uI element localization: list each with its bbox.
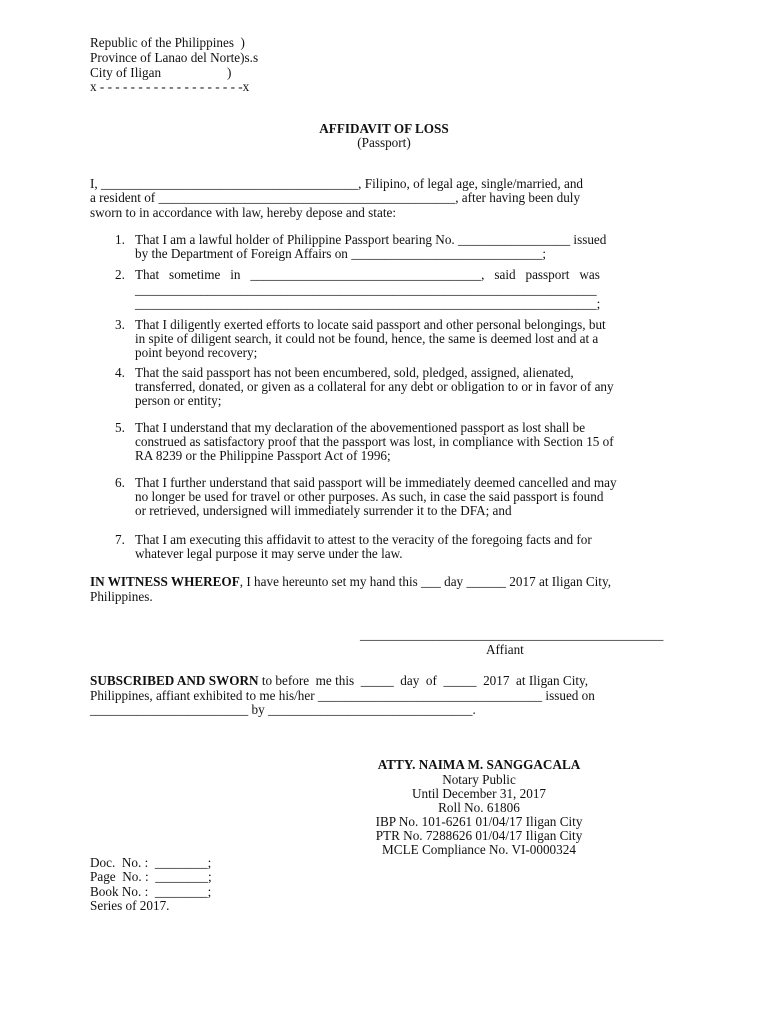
intro-line-1: I, _______________________________________, Filipino, of legal age, single/married, and <box>90 176 584 191</box>
item-5-line-3: RA 8239 or the Philippine Passport Act of 1996; <box>135 448 391 463</box>
item-number: 6. <box>115 475 125 490</box>
item-2-line-1: That sometime in ___________________________________, said passport was <box>135 267 600 282</box>
item-6-line-1: That I further understand that said passport will be immediately deemed cancelled and may <box>135 475 617 490</box>
jurat-line-2: Philippines, affiant exhibited to me his/her __________________________________ issued on <box>90 688 595 703</box>
affiant-label: Affiant <box>486 642 524 657</box>
item-5-line-2: construed as satisfactory proof that the passport was lost, in compliance with Section 15 of <box>135 434 614 449</box>
notary-roll-no: Roll No. 61806 <box>438 800 520 815</box>
witness-paragraph <box>90 575 611 590</box>
jurat-line-3: ________________________ by _______________________________. <box>90 702 476 717</box>
witness-rest: , I have hereunto set my hand this ___ day ______ 2017 at Iligan City, <box>239 574 612 589</box>
jurat-lead: SUBSCRIBED AND SWORN <box>90 673 259 688</box>
item-number: 2. <box>115 267 125 282</box>
witness-lead: IN WITNESS WHEREOF <box>90 574 240 589</box>
item-3-line-3: point beyond recovery; <box>135 345 258 360</box>
caption-divider: x - - - - - - - - - - - - - - - - - - -x <box>90 79 250 94</box>
doc-number: Doc. No. : ________; <box>90 855 212 870</box>
page-number: Page No. : ________; <box>90 869 212 884</box>
jurat-line-1 <box>90 674 588 689</box>
item-2-line-3: ______________________________________________________________________; <box>135 296 601 311</box>
item-2-line-2: ______________________________________________________________________ <box>135 282 597 297</box>
item-number: 3. <box>115 317 125 332</box>
caption-province: Province of Lanao del Norte)s.s <box>90 50 259 65</box>
notary-name: ATTY. NAIMA M. SANGGACALA <box>377 757 581 772</box>
item-4-line-1: That the said passport has not been encumbered, sold, pledged, assigned, alienated, <box>135 365 574 380</box>
caption-city: City of Iligan ) <box>90 65 232 80</box>
jurat-rest: to before me this _____ day of _____ 2017 at Iligan City, <box>258 673 589 688</box>
item-5-line-1: That I understand that my declaration of the abovementioned passport as lost shall be <box>135 420 586 435</box>
item-number: 7. <box>115 532 125 547</box>
item-4-line-2: transferred, donated, or given as a collateral for any debt or obligation to or in favor of any <box>135 379 614 394</box>
affiant-signature-line: ______________________________________________ <box>360 627 664 642</box>
item-3-line-2: in spite of diligent search, it could not be found, hence, the same is deemed lost and at a <box>135 331 599 346</box>
item-number: 4. <box>115 365 125 380</box>
item-7-line-2: whatever legal purpose it may serve under the law. <box>135 546 403 561</box>
item-4-line-3: person or entity; <box>135 393 222 408</box>
item-1-line-1: That I am a lawful holder of Philippine Passport bearing No. _________________ issued <box>135 232 607 247</box>
item-1-line-2: by the Department of Foreign Affairs on _____________________________; <box>135 246 547 261</box>
notary-title: Notary Public <box>442 772 516 787</box>
item-6-line-3: or retrieved, undersigned will immediately surrender it to the DFA; and <box>135 503 512 518</box>
item-number: 5. <box>115 420 125 435</box>
intro-line-2: a resident of _____________________________________________, after having been duly <box>90 190 581 205</box>
item-number: 1. <box>115 232 125 247</box>
notary-mcle-no: MCLE Compliance No. VI-0000324 <box>382 842 576 857</box>
notary-ptr-no: PTR No. 7288626 01/04/17 Iligan City <box>375 828 583 843</box>
notary-ibp-no: IBP No. 101-6261 01/04/17 Iligan City <box>375 814 583 829</box>
item-7-line-1: That I am executing this affidavit to attest to the veracity of the foregoing facts and for <box>135 532 592 547</box>
document-subtitle: (Passport) <box>357 135 411 150</box>
witness-line-2: Philippines. <box>90 589 153 604</box>
document-title: AFFIDAVIT OF LOSS <box>319 121 449 136</box>
series-year: Series of 2017. <box>90 898 170 913</box>
book-number: Book No. : ________; <box>90 884 212 899</box>
notary-commission-until: Until December 31, 2017 <box>411 786 547 801</box>
intro-line-3: sworn to in accordance with law, hereby depose and state: <box>90 205 397 220</box>
item-6-line-2: no longer be used for travel or other purposes. As such, in case the said passport is found <box>135 489 604 504</box>
caption-republic: Republic of the Philippines ) <box>90 35 245 50</box>
item-3-line-1: That I diligently exerted efforts to locate said passport and other personal belongings, but <box>135 317 606 332</box>
